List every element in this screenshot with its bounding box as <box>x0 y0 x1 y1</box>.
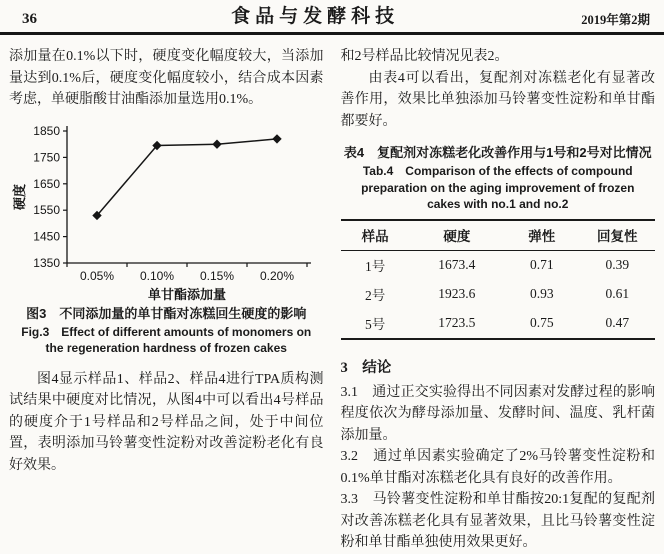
cell-elasticity: 0.75 <box>529 315 554 330</box>
cell-resilience: 0.61 <box>605 286 630 301</box>
left-column <box>9 46 324 554</box>
figure3-chart-svg <box>9 117 319 303</box>
page-number: 36 <box>22 11 37 27</box>
x-tick-label: 0.10% <box>139 268 175 283</box>
figure3-caption-en: Fig.3 Effect of different amounts of monomers on the regeneration hardness of frozen cakes <box>21 324 312 355</box>
page-header <box>0 0 664 32</box>
figure3-caption-block <box>9 305 324 357</box>
figure3-caption-zh: 图3 不同添加量的单甘酯对冻糕回生硬度的影响 <box>26 305 307 321</box>
right-column <box>341 46 656 554</box>
paragraph-tpa-comparison: 图4显示样品1、样品2、样品4进行TPA质构测试结果中硬度对比情况，从图4中可以看出4号样品的硬度介于1号样品和2号样品之间，处于中间位置，表明添加马铃薯变性淀粉对改善淀粉老化有良好效果。 <box>9 371 324 473</box>
x-axis-title: 单甘酯添加量 <box>147 286 227 302</box>
cell-sample: 2号 <box>364 288 386 303</box>
cell-resilience: 0.39 <box>605 257 630 272</box>
table-row <box>341 280 656 309</box>
cell-resilience: 0.47 <box>605 315 630 330</box>
x-tick-label: 0.20% <box>259 268 295 283</box>
x-tick-label: 0.05% <box>79 268 115 283</box>
cell-elasticity: 0.93 <box>529 286 554 301</box>
hardness-line-series <box>97 138 277 215</box>
table4-caption-zh: 表4 复配剂对冻糕老化改善作用与1号和2号对比情况 <box>343 145 652 160</box>
paragraph-monoglyceride-amount: 添加量在0.1%以下时，硬度变化幅度较大，当添加量达到0.1%后，硬度变化幅度较小，结合成本因素考虑，单硬脂酸甘油酯添加量选用0.1%。 <box>9 49 324 107</box>
page-body <box>0 35 664 554</box>
y-tick-label: 1350 <box>33 255 60 270</box>
cell-hardness: 1673.4 <box>438 257 476 272</box>
x-tick-label: 0.15% <box>199 268 235 283</box>
y-tick-label: 1650 <box>33 176 60 191</box>
y-tick-label: 1550 <box>33 202 60 217</box>
table-header-row <box>341 220 656 251</box>
col-header-resilience: 回复性 <box>580 220 656 251</box>
table4 <box>341 219 656 340</box>
table-row <box>341 250 656 280</box>
cell-hardness: 1723.5 <box>438 315 476 330</box>
conclusion-heading: 3 结论 <box>340 359 392 376</box>
y-tick-label: 1750 <box>33 149 60 164</box>
cell-sample: 1号 <box>364 259 386 274</box>
conclusion-item-3: 3.3 马铃薯变性淀粉和单甘酯按20:1复配的复配剂对改善冻糕老化具有显著效果，且比马铃薯变性淀粉和单甘酯单独使用效果更好。 <box>340 492 655 550</box>
data-point-marker <box>273 134 281 142</box>
col-header-elasticity: 弹性 <box>504 220 579 251</box>
col-header-sample: 样品 <box>341 220 410 251</box>
journal-title: 食品与发酵科技 <box>231 6 400 27</box>
issue-label: 2019年第2期 <box>581 13 650 27</box>
table4-header <box>341 220 656 251</box>
paragraph-sample2-comparison: 和2号样品比较情况见表2。 <box>340 49 509 64</box>
paragraph-table4-observation: 由表4可以看出，复配剂对冻糕老化有显著改善作用，效果比单独添加马铃薯变性淀粉和单甘酯都要好。 <box>340 70 655 129</box>
cell-sample: 5号 <box>364 317 386 332</box>
cell-hardness: 1923.6 <box>438 286 476 301</box>
y-tick-label: 1450 <box>33 229 60 244</box>
table4-caption-en: Tab.4 Comparison of the effects of compound preparation on the aging improvement of frozen cakes with no.1 and no.2 <box>361 164 635 211</box>
col-header-hardness: 硬度 <box>410 220 504 251</box>
figure3-chart <box>9 117 324 303</box>
data-point-marker <box>213 140 221 148</box>
y-tick-label: 1850 <box>33 123 60 138</box>
y-axis-title: 硬度 <box>12 183 27 210</box>
table4-body <box>341 250 656 339</box>
table-row <box>341 309 656 339</box>
conclusion-item-1: 3.1 通过正交实验得出不同因素对发酵过程的影响程度依次为酵母添加量、发酵时间、温度、乳杆菌添加量。 <box>340 384 655 443</box>
cell-elasticity: 0.71 <box>529 257 554 272</box>
table4-caption-block <box>341 144 656 213</box>
conclusion-item-2: 3.2 通过单因素实验确定了2%马铃薯变性淀粉和0.1%单甘酯对冻糕老化具有良好的改善作用。 <box>340 449 655 486</box>
